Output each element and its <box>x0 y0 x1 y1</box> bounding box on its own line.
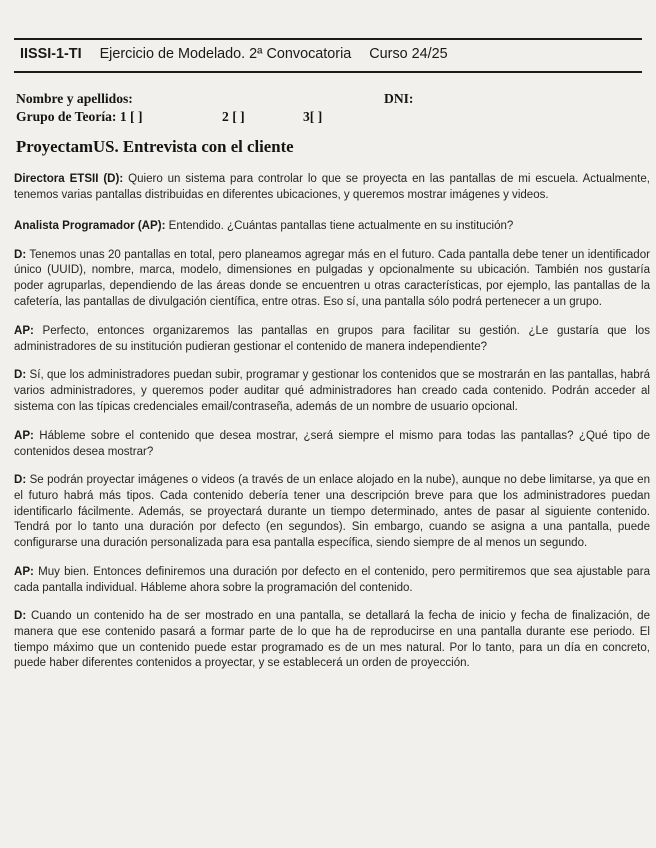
name-label: Nombre y apellidos: <box>16 91 133 106</box>
dialog-paragraph <box>14 429 650 460</box>
dialog-paragraph <box>14 324 650 355</box>
speaker-label: Analista Programador (AP): <box>14 220 166 233</box>
interview-dialog <box>14 172 650 672</box>
dialog-paragraph <box>14 473 650 551</box>
dialog-paragraph <box>14 565 650 596</box>
speaker-label: AP: <box>14 430 34 443</box>
dialog-text: Perfecto, entonces organizaremos las pantallas en grupos para facilitar su gestión. ¿Le gustaría que los administradores de su institución pudieran gestionar el contenido de manera independiente? <box>14 325 650 353</box>
dialog-text: Quiero un sistema para controlar lo que se proyecta en las pantallas de mi escuela. Actualmente, tenemos varias pantallas distribuidas en diferentes ubicaciones, y queremos mostrar imágenes y videos. <box>14 173 650 201</box>
speaker-label: D: <box>14 474 27 487</box>
dialog-text: Entendido. ¿Cuántas pantallas tiene actualmente en su institución? <box>165 220 514 233</box>
course-year: Curso 24/25 <box>369 46 448 62</box>
dialog-text: Cuando un contenido ha de ser mostrado en una pantalla, se detallará la fecha de inicio y fecha de finalización, de manera que ese contenido pasará a formar parte de lo que ha de reproducirse en una pantalla durante ese periodo. El tiempo máximo que un contenido puede estar programado es de un mes natural. Por lo tanto, para un día en concreto, puede haber diferentes contenidos a proyectar, y se establecerá un orden de proyección. <box>14 610 650 670</box>
course-code: IISSI-1-TI <box>20 46 82 62</box>
speaker-label: D: <box>14 610 27 623</box>
speaker-label: Directora ETSII (D): <box>14 173 124 185</box>
speaker-label: D: <box>14 248 27 261</box>
dialog-paragraph <box>14 609 650 671</box>
dialog-paragraph <box>14 368 650 415</box>
group-3-box: 3[ ] <box>303 109 323 124</box>
speaker-label: AP: <box>14 566 34 579</box>
dialog-paragraph <box>14 248 650 310</box>
exam-title: Ejercicio de Modelado. 2ª Convocatoria <box>99 46 352 62</box>
header-bottom-rule <box>14 71 642 73</box>
document-title: ProyectamUS. Entrevista con el cliente <box>16 137 294 156</box>
dialog-text: Hábleme sobre el contenido que desea mostrar, ¿será siempre el mismo para todas las pantallas? ¿Qué tipo de contenidos desea mostrar? <box>14 430 650 458</box>
group-label: Grupo de Teoría: 1 [ ] <box>16 109 143 124</box>
speaker-label: AP: <box>14 325 34 338</box>
student-fields <box>16 91 642 127</box>
dialog-text: Se podrán proyectar imágenes o videos (a través de un enlace alojado en la nube), aunque no debe limitarse, ya que en el futuro habrá más tipos. Cada contenido debería tener una descripción breve para que los administradores puedan identificarlo fácilmente. Además, se proyectará durante un tiempo determinado, antes de pasar al siguiente contenido. Tendrá por lo tanto una duración por defecto (en segundos). Sin embargo, cuando se asigna a una pantalla, puede configurarse una duración personalizada para esa pantalla específica, siendo siempre de al menos un segundo. <box>14 474 650 549</box>
dialog-paragraph <box>14 219 650 235</box>
dni-label: DNI: <box>384 91 414 106</box>
exam-header <box>20 46 642 62</box>
header-top-rule <box>14 38 642 40</box>
dialog-text: Muy bien. Entonces definiremos una duración por defecto en el contenido, pero permitiremos que sea ajustable para cada pantalla individual. Hábleme ahora sobre la programación del contenido. <box>14 566 650 594</box>
dialog-text: Tenemos unas 20 pantallas en total, pero planeamos agregar más en el futuro. Cada pantalla debe tener un identificador único (UUID), nombre, marca, modelo, dimensiones en pulgadas y opcionalmente su ubicación. También nos gustaría poder agruparlas, dependiendo de las áreas donde se encuentren u otras características, por ejemplo, las pantallas de la cafetería, las pantallas de divulgación científica, entre otras. Eso sí, una pantalla sólo podrá pertenecer a un grupo. <box>14 248 650 308</box>
group-2-box: 2 [ ] <box>222 109 245 124</box>
speaker-label: D: <box>14 369 27 382</box>
dialog-text: Sí, que los administradores puedan subir, programar y gestionar los contenidos que se mostrarán en las pantallas, habrá varios administradores, y queremos poder auditar qué administradores han creado cada contenido. Podrán acceder al sistema con las típicas credenciales email/contraseña, además de un nombre de usuario opcional. <box>14 369 650 413</box>
dialog-paragraph <box>14 172 650 203</box>
